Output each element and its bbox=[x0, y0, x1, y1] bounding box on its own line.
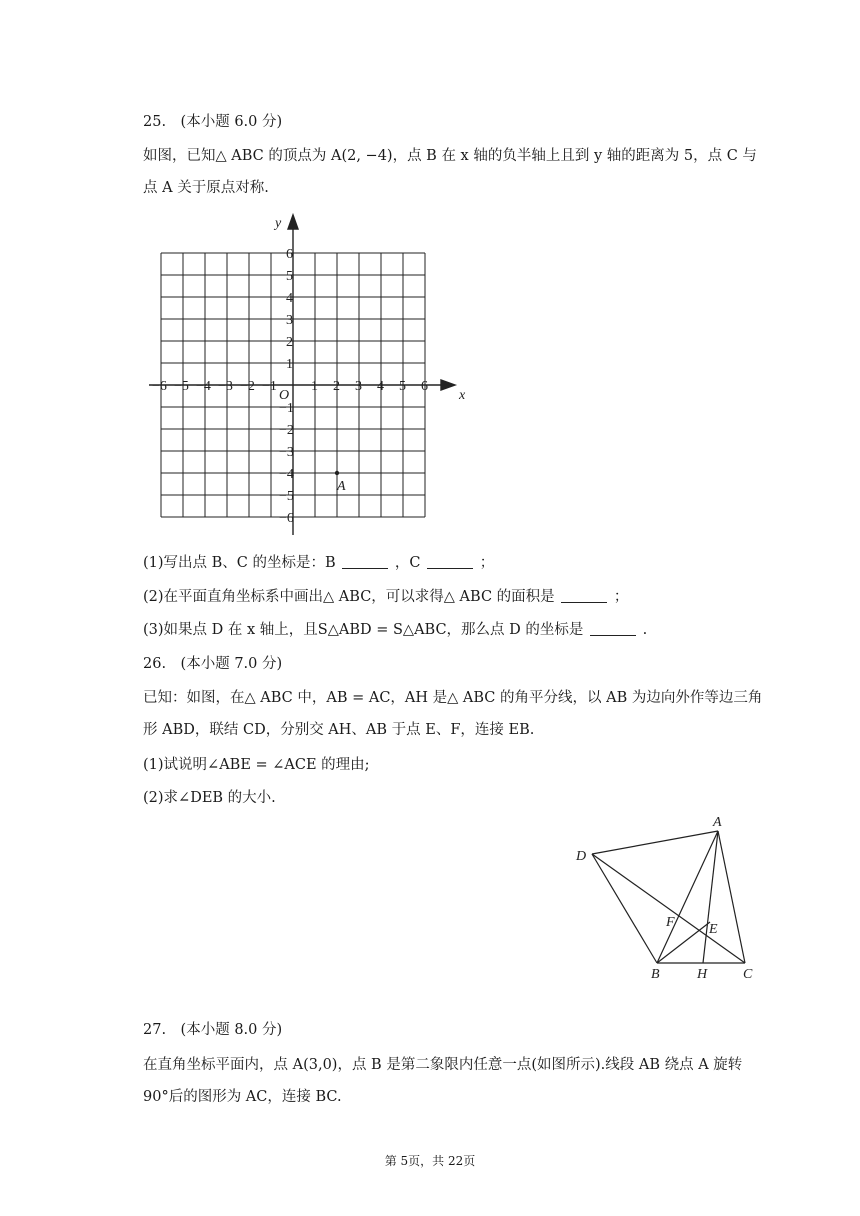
q25-line2: 点 A 关于原点对称. bbox=[143, 180, 269, 196]
segment-DA bbox=[592, 831, 718, 854]
point-A-marker bbox=[335, 471, 339, 475]
q26-line1: 已知：如图，在△ ABC 中，AB = AC，AH 是△ ABC 的角平分线，以 AB 为边向外作等边三角 bbox=[143, 690, 763, 706]
y-tick-label: −3 bbox=[279, 445, 294, 460]
triangle-figure bbox=[565, 808, 765, 983]
x-tick-label: 2 bbox=[333, 379, 340, 394]
q25-sub2-end: ； bbox=[613, 589, 629, 605]
segment-DC bbox=[592, 854, 745, 963]
q25-sub3-end: . bbox=[642, 622, 648, 638]
q27-line2: 90°后的图形为 AC，连接 BC. bbox=[143, 1089, 342, 1105]
segment-AC bbox=[718, 831, 745, 963]
y-tick-label: 5 bbox=[286, 269, 293, 284]
x-tick-label: −6 bbox=[152, 379, 167, 394]
x-axis-label: x bbox=[459, 388, 466, 403]
segment-DB bbox=[592, 854, 657, 963]
x-tick-label: −4 bbox=[196, 379, 211, 394]
label-E: E bbox=[709, 922, 718, 937]
label-D: D bbox=[576, 849, 587, 864]
y-tick-label: 4 bbox=[286, 291, 293, 306]
q25-sub3-text: (3)如果点 D 在 x 轴上，且S△ABD = S△ABC，那么点 D 的坐标是 bbox=[143, 622, 584, 638]
origin-label: O bbox=[279, 388, 290, 403]
q25-sub3 bbox=[143, 620, 647, 640]
x-tick-label: 1 bbox=[311, 379, 318, 394]
answer-blank-b[interactable] bbox=[342, 554, 388, 569]
y-tick-label: −6 bbox=[279, 511, 294, 526]
x-tick-label: 5 bbox=[399, 379, 406, 394]
x-tick-label: −5 bbox=[174, 379, 189, 394]
x-axis-arrow bbox=[441, 380, 455, 390]
x-tick-label: 3 bbox=[355, 379, 362, 394]
q25-sub1 bbox=[143, 553, 494, 573]
segment-AH bbox=[703, 831, 718, 963]
q26-line2: 形 ABD，联结 CD，分别交 AH、AB 于点 E、F，连接 EB. bbox=[143, 722, 535, 738]
q25-sub2 bbox=[143, 587, 628, 607]
label-F: F bbox=[666, 915, 675, 930]
y-tick-label: −4 bbox=[279, 467, 294, 482]
segment-BE bbox=[657, 922, 710, 963]
y-tick-label: −1 bbox=[279, 401, 294, 416]
q26-sub2: (2)求∠DEB 的大小. bbox=[143, 790, 276, 806]
x-tick-label: 4 bbox=[377, 379, 384, 394]
q25-sub1-c-text: ，C bbox=[394, 555, 421, 571]
label-B: B bbox=[651, 967, 660, 982]
q26-header: 26. (本小题 7.0 分) bbox=[143, 656, 283, 672]
y-tick-label: 6 bbox=[286, 247, 293, 262]
coordinate-grid-figure bbox=[140, 200, 470, 545]
x-tick-label: 6 bbox=[421, 379, 428, 394]
page-footer: 第 5页，共 22页 bbox=[384, 1154, 476, 1168]
x-tick-label: −2 bbox=[240, 379, 255, 394]
q25-sub2-text: (2)在平面直角坐标系中画出△ ABC，可以求得△ ABC 的面积是 bbox=[143, 589, 555, 605]
q25-sub1-end: ； bbox=[479, 555, 495, 571]
q27-header: 27. (本小题 8.0 分) bbox=[143, 1022, 283, 1038]
q26-sub1: (1)试说明∠ABE = ∠ACE 的理由; bbox=[143, 757, 370, 773]
y-tick-label: 3 bbox=[286, 313, 293, 328]
label-H: H bbox=[697, 967, 708, 982]
q25-header: 25. (本小题 6.0 分) bbox=[143, 114, 283, 130]
x-tick-label: −1 bbox=[262, 379, 277, 394]
q25-sub1-text: (1)写出点 B、C 的坐标是：B bbox=[143, 555, 336, 571]
x-tick-label: −3 bbox=[218, 379, 233, 394]
label-C: C bbox=[743, 967, 753, 982]
point-A-label: A bbox=[337, 479, 346, 494]
y-tick-label: −2 bbox=[279, 423, 294, 438]
label-A: A bbox=[713, 815, 722, 830]
y-tick-label: −5 bbox=[279, 489, 294, 504]
answer-blank-c[interactable] bbox=[427, 554, 473, 569]
y-tick-label: 1 bbox=[286, 357, 293, 372]
y-tick-label: 2 bbox=[286, 335, 293, 350]
y-axis-label: y bbox=[275, 216, 282, 231]
answer-blank-area[interactable] bbox=[561, 588, 607, 603]
segment-AB bbox=[657, 831, 718, 963]
y-axis-arrow bbox=[288, 215, 298, 229]
answer-blank-d[interactable] bbox=[590, 621, 636, 636]
q25-line1: 如图，已知△ ABC 的顶点为 A(2, −4)，点 B 在 x 轴的负半轴上且到 y 轴的距离为 5，点 C 与 bbox=[143, 148, 757, 164]
q27-line1: 在直角坐标平面内，点 A(3,0)，点 B 是第二象限内任意一点(如图所示).线段 AB 绕点 A 旋转 bbox=[143, 1057, 743, 1073]
